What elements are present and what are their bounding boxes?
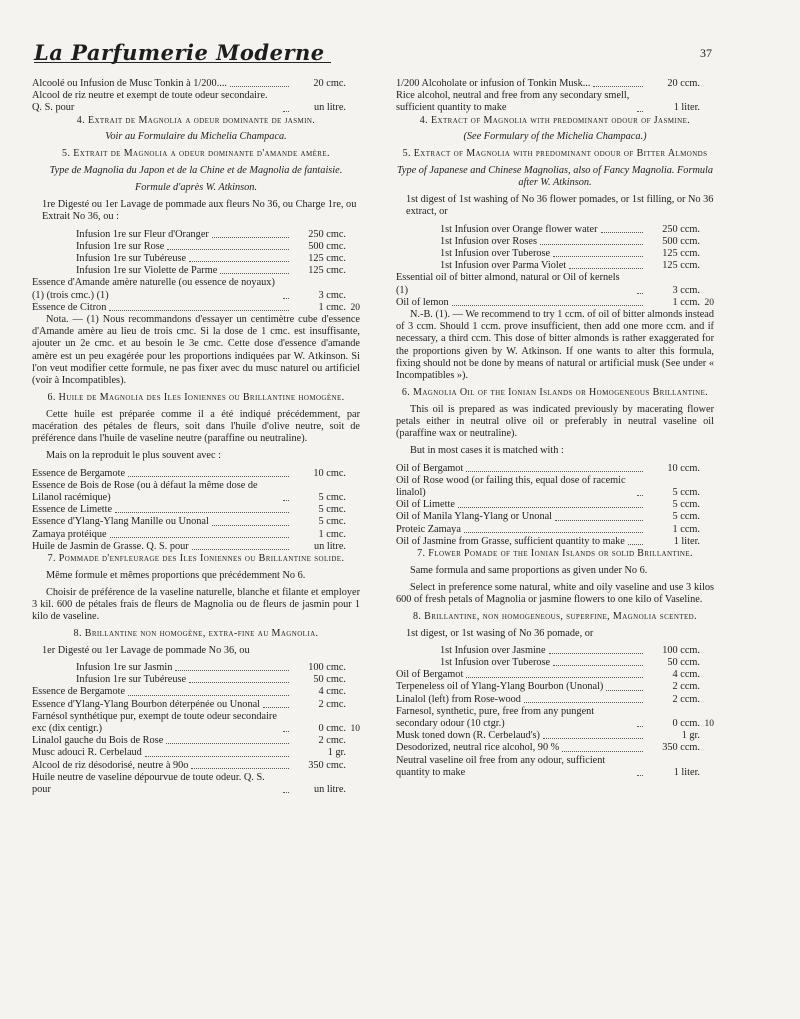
section-heading: 7. Pommade d'enfleurage des Iles Ioniennes ou Brillantine solide. — [47, 553, 345, 564]
dot-leader — [628, 544, 643, 545]
ingredient-quantity: 500 ccm. — [662, 235, 700, 247]
ingredient-name: Oil of lemon — [396, 296, 449, 308]
ingredient-row — [32, 674, 360, 686]
ingredient-name: Neutral vaseline oil free from any odour, sufficient quantity to make — [396, 754, 606, 778]
ingredient-name: Essence de Bergamote — [32, 467, 126, 479]
ingredient-quantity: un litre. — [313, 540, 346, 552]
ingredient-row — [32, 229, 360, 241]
ingredient-quantity: 125 ccm. — [662, 260, 700, 272]
ingredient-name: Oil of Bergamot — [396, 669, 464, 681]
paragraph: 1st digest, or 1st wasing of No 36 pomade, or — [406, 627, 594, 639]
dot-leader — [569, 268, 643, 269]
dot-leader — [283, 792, 289, 793]
section-heading: 6. Huile de Magnolia des Iles Ioniennes ou Brillantine homogène. — [47, 392, 345, 404]
paragraph: But in most cases it is matched with : — [410, 445, 564, 457]
ingredient-quantity: 5 ccm. — [672, 511, 700, 523]
ingredient-quantity: 250 ccm. — [662, 223, 700, 235]
ingredient-quantity: 5 cmc. — [318, 504, 346, 516]
dot-leader — [555, 520, 643, 521]
ingredient-row — [396, 730, 714, 742]
paragraph: Mais on la reproduit le plus souvent avec : — [46, 450, 222, 462]
ingredient-row — [32, 662, 360, 674]
paragraph: Same formula and same proportions as given under No 6. — [410, 564, 648, 576]
ingredient-row — [396, 236, 714, 248]
ingredient-row — [32, 772, 360, 796]
dot-leader — [212, 237, 289, 238]
ingredient-row — [396, 224, 714, 236]
ingredient-name: Essence d'Amande amère naturelle (ou essence de noyaux) (1) (trois cmc.) (1) — [32, 277, 275, 301]
dot-leader — [167, 249, 289, 250]
dot-leader — [212, 525, 289, 526]
ingredient-row — [32, 504, 360, 516]
ingredient-row — [396, 297, 714, 309]
ingredient-name: 1st Infusion over Parma Violet — [440, 260, 567, 272]
ingredient-name: Rice alcohol, neutral and free from any secondary smell, sufficient quantity to make — [396, 90, 630, 114]
ingredient-quantity: 1 liter. — [673, 535, 700, 547]
ingredient-quantity: 5 ccm. — [672, 499, 700, 511]
ingredient-row — [396, 657, 714, 669]
ingredient-row — [32, 468, 360, 480]
ingredient-name: Linalol (left) from Rose-wood — [396, 693, 521, 705]
section-heading: 5. Extrait de Magnolia a odeur dominante d'amande amère. — [62, 148, 330, 160]
ingredient-name: Zamaya protéique — [32, 528, 107, 540]
dot-leader — [110, 537, 289, 538]
ingredient-quantity: 350 cmc. — [308, 759, 346, 771]
ingredient-name: Alcool de riz désodorisé, neutre à 90o — [32, 759, 189, 771]
ingredient-row — [32, 78, 360, 90]
ingredient-row — [32, 686, 360, 698]
ingredient-quantity: 50 cmc. — [313, 674, 346, 686]
ingredient-quantity: 10 cmc. — [313, 467, 346, 479]
dot-leader — [562, 751, 643, 752]
ingredient-row — [396, 463, 714, 475]
section-heading: 8. Brillantine non homogène, extra-fine au Magnolia. — [73, 628, 319, 640]
section-subtitle: Formule d'après W. Atkinson. — [134, 182, 258, 194]
ingredient-name: Linalol gauche du Bois de Rose — [32, 735, 164, 747]
ingredient-quantity: un litre. — [313, 784, 346, 796]
ingredient-quantity: un litre. — [313, 102, 346, 114]
ingredient-row — [396, 475, 714, 499]
ingredient-row — [396, 511, 714, 523]
dot-leader — [189, 682, 289, 683]
french-column — [32, 78, 360, 796]
ingredient-quantity: 1 gr. — [327, 747, 346, 759]
ingredient-row — [396, 536, 714, 548]
ingredient-quantity: 0 cmc. — [318, 723, 346, 735]
ingredient-quantity: 2 ccm. — [672, 681, 700, 693]
ingredient-name: Oil of Limette — [396, 499, 455, 511]
dot-leader — [553, 665, 643, 666]
dot-leader — [637, 726, 643, 727]
ingredient-name: 1st Infusion over Tuberose — [440, 248, 551, 260]
ingredient-row — [32, 241, 360, 253]
section-heading: 7. Flower Pomade of the Ionian Islands or solid Brillantine. — [417, 548, 693, 559]
ingredient-name: Infusion 1re sur Rose — [76, 240, 165, 252]
ingredient-quantity: 125 cmc. — [308, 265, 346, 277]
section-heading: 5. Extract of Magnolia with predominant odour of Bitter Almonds — [402, 148, 708, 160]
dot-leader — [283, 298, 289, 299]
quantity-extra: 10 — [350, 724, 360, 735]
ingredient-quantity: 125 cmc. — [308, 253, 346, 265]
ingredient-row — [32, 541, 360, 553]
ingredient-row — [32, 253, 360, 265]
ingredient-row — [396, 742, 714, 754]
ingredient-name: Essence d'Ylang-Ylang Manille ou Unonal — [32, 516, 209, 528]
section-heading: 4. Extrait de Magnolia a odeur dominante de jasmin. — [76, 114, 316, 126]
ingredient-name: Terpeneless oil of Ylang-Ylang Bourbon (Unonal) — [396, 681, 604, 693]
ingredient-quantity: 1 ccm. — [672, 296, 700, 308]
dot-leader — [145, 756, 289, 757]
ingredient-name: Essence d'Ylang-Ylang Bourbon déterpénée ou Unonal — [32, 698, 261, 710]
paragraph: 1er Digesté ou 1er Lavage de pommade No 36, ou — [42, 644, 250, 656]
ingredient-name: Musk toned down (R. Cerbelaud's) — [396, 730, 540, 742]
ingredient-row — [396, 499, 714, 511]
ingredient-name: Oil of Rose wood (or failing this, equal dose of racemic linalol) — [396, 474, 626, 498]
dot-leader — [637, 293, 643, 294]
paragraph: Select in preference some natural, white and oily vaseline and use 3 kilos 600 of fresh petals of Magnolia or jasmine flowers to one kilo of Vaseline. — [396, 581, 714, 605]
ingredient-row — [32, 516, 360, 528]
ingredient-quantity: 250 cmc. — [308, 228, 346, 240]
running-header-title: La Parfumerie Moderne — [34, 40, 325, 65]
ingredient-row — [396, 645, 714, 657]
dot-leader — [283, 500, 289, 501]
ingredient-quantity: 2 ccm. — [672, 693, 700, 705]
ingredient-quantity: 5 cmc. — [318, 491, 346, 503]
page-number: 37 — [700, 46, 712, 60]
dot-leader — [601, 232, 643, 233]
ingredient-row — [32, 711, 360, 735]
ingredient-row — [32, 529, 360, 541]
dot-leader — [283, 731, 289, 732]
dot-leader — [175, 670, 289, 671]
paragraph: Nota. — (1) Nous recommandons d'essayer un centimètre cube d'essence d'Amande amère au lieu de trois cmc. Si la dose de 1 cmc. est insuffisante, ajouter un 2e cmc. et au besoin le 3e cmc. Cette dose d'essence d'amande amère est un peu exagérée pour les proportions indiquées par W. Atkinson. Si l'on veut modifier cette formule, ne pas fixer avec du musc naturel ou artificiel (voir à Incompatibles). — [32, 314, 360, 387]
ingredient-name: Oil of Jasmine from Grasse, sufficient quantity to make — [396, 535, 625, 547]
dot-leader — [466, 677, 643, 678]
quantity-extra: 10 — [704, 719, 714, 730]
ingredient-row — [32, 735, 360, 747]
ingredient-name: 1st Infusion over Jasmine — [440, 644, 546, 656]
ingredient-row — [396, 260, 714, 272]
ingredient-row — [396, 524, 714, 536]
dot-leader — [524, 702, 643, 703]
ingredient-name: 1/200 Alcoholate or infusion of Tonkin Musk... — [396, 78, 591, 89]
dot-leader — [606, 690, 643, 691]
ingredient-row — [396, 272, 714, 296]
ingredient-name: Farnesol, synthetic, pure, free from any pungent secondary odour (10 ctgr.) — [396, 705, 595, 730]
ingredient-name: 1st Infusion over Orange flower water — [440, 223, 598, 235]
ingredient-row — [396, 90, 714, 114]
ingredient-name: Essence de Citron — [32, 301, 107, 313]
dot-leader — [452, 305, 643, 306]
ingredient-name: Essence de Limette — [32, 504, 113, 516]
ingredient-quantity: 4 cmc. — [318, 686, 346, 698]
ingredient-quantity: 1 cmc. — [318, 528, 346, 540]
ingredient-quantity: 100 ccm. — [662, 644, 700, 656]
dot-leader — [192, 549, 289, 550]
ingredient-name: Alcool de riz neutre et exempt de toute odeur secondaire. Q. S. pour — [32, 90, 268, 114]
dot-leader — [637, 775, 643, 776]
ingredient-name: Musc adouci R. Cerbelaud — [32, 747, 142, 759]
ingredient-quantity: 1 cmc. — [318, 301, 346, 313]
paragraph: Cette huile est préparée comme il a été indiqué précédemment, par macération des pétales de fleurs, soit dans l'huile d'olive neutre, soit de préférence dans l'huile de vaseline neutre (paraffine ou neutraline). — [32, 408, 360, 445]
section-heading: 6. Magnolia Oil of the Ionian Islands or Homogeneous Brillantine. — [401, 387, 709, 399]
ingredient-quantity: 125 ccm. — [662, 248, 700, 260]
ingredient-name: Essential oil of bitter almond, natural or Oil of kernels (1) — [396, 272, 620, 296]
ingredient-name: Oil of Bergamot — [396, 462, 464, 474]
dot-leader — [593, 86, 643, 87]
section-heading: 8. Brillantine, non homogeneous, superfine, Magnolia scented. — [412, 611, 697, 623]
ingredient-name: Farnésol synthétique pur, exempt de toute odeur secondaire exc (dix centigr.) — [32, 710, 277, 735]
paragraph: 1re Digesté ou 1er Lavage de pommade aux fleurs No 36, ou Charge 1re, ou Extrait No 36, ou : — [42, 199, 357, 223]
section-subtitle: Voir au Formulaire du Michelia Champaca. — [105, 131, 287, 143]
section-subtitle: Type of Japanese and Chinese Magnolias, also of Fancy Magnolia. Formula after W. Atkinson. — [396, 164, 714, 189]
paragraph: Choisir de préférence de la vaseline naturelle, blanche et filante et employer 3 kil. 600 de pétales frais de fleurs de Magnolia ou de fleurs de jasmin pour 1 kilo de vaseline. — [32, 586, 360, 623]
dot-leader — [543, 738, 643, 739]
section-subtitle: Type de Magnolia du Japon et de la Chine et de Magnolia de fantaisie. — [49, 164, 343, 176]
dot-leader — [166, 743, 289, 744]
ingredient-quantity: 4 ccm. — [672, 669, 700, 681]
ingredient-quantity: 3 ccm. — [672, 284, 700, 296]
ingredient-name: Alcoolé ou Infusion de Musc Tonkin à 1/200.... — [32, 78, 227, 89]
ingredient-quantity: 5 ccm. — [672, 486, 700, 498]
ingredient-quantity: 1 liter. — [673, 102, 700, 114]
ingredient-quantity: 2 cmc. — [318, 735, 346, 747]
paragraph: This oil is prepared as was indicated previously by macerating flower petals either in neutral olive oil or preferably in neutral vaseline oil (paraffine wax or neutraline). — [396, 403, 714, 440]
ingredient-name: Desodorized, neutral rice alcohol, 90 % — [396, 742, 560, 754]
dot-leader — [189, 261, 289, 262]
dot-leader — [540, 244, 643, 245]
ingredient-name: Oil of Manila Ylang-Ylang or Unonal — [396, 511, 553, 523]
dot-leader — [466, 471, 643, 472]
dot-leader — [637, 111, 643, 112]
dot-leader — [553, 256, 643, 257]
ingredient-quantity: 0 ccm. — [672, 718, 700, 730]
ingredient-quantity: 50 ccm. — [667, 657, 700, 669]
ingredient-row — [396, 248, 714, 260]
ingredient-name: Huile de Jasmin de Grasse. Q. S. pour — [32, 540, 189, 552]
ingredient-quantity: 10 ccm. — [667, 462, 700, 474]
ingredient-quantity: 1 gr. — [681, 730, 700, 742]
ingredient-row — [32, 90, 360, 114]
dot-leader — [283, 111, 289, 112]
paragraph: N.-B. (1). — We recommend to try 1 ccm. of oil of bitter almonds instead of 3 ccm. Should 1 ccm. prove insufficient, then add one more ccm. and if necessary, a third ccm. This dose of bitter almonds is rather exaggerated for the proportions given by W. Atkinson. If one wants to alter this formula, fixing should not be done by means of natural or artificial musk (See under « Incompatibles »). — [396, 309, 714, 382]
ingredient-row — [396, 681, 714, 693]
dot-leader — [458, 507, 643, 508]
ingredient-row — [32, 277, 360, 301]
ingredient-quantity: 2 cmc. — [318, 698, 346, 710]
english-column — [396, 78, 714, 779]
ingredient-quantity: 1 ccm. — [672, 523, 700, 535]
paragraph: Même formule et mêmes proportions que précédemment No 6. — [46, 569, 306, 581]
ingredient-quantity: 1 liter. — [673, 766, 700, 778]
dot-leader — [109, 310, 289, 311]
ingredient-name: Essence de Bois de Rose (ou à défaut la même dose de Lilanol racémique) — [32, 479, 258, 503]
ingredient-name: Huile neutre de vaseline dépourvue de toute odeur. Q. S. pour — [32, 771, 265, 796]
ingredient-row — [32, 699, 360, 711]
section-subtitle: (See Formulary of the Michelia Champaca.) — [463, 131, 647, 143]
ingredient-name: 1st Infusion over Tuberose — [440, 657, 551, 669]
quantity-extra: 20 — [350, 302, 360, 313]
dot-leader — [220, 273, 289, 274]
paragraph: 1st digest of 1st washing of No 36 flower pomades, or 1st filling, or No 36 extract, or — [406, 194, 714, 218]
ingredient-name: Infusion 1re sur Violette de Parme — [76, 265, 218, 277]
ingredient-row — [32, 302, 360, 314]
dot-leader — [263, 707, 289, 708]
quantity-extra: 20 — [704, 297, 714, 308]
ingredient-row — [32, 265, 360, 277]
section-heading: 4. Extract of Magnolia with predominant odour of Jasmine. — [419, 114, 691, 126]
ingredient-row — [396, 669, 714, 681]
ingredient-quantity: 5 cmc. — [318, 516, 346, 528]
ingredient-quantity: 100 cmc. — [308, 662, 346, 674]
ingredient-quantity: 20 ccm. — [667, 78, 700, 89]
ingredient-quantity: 350 ccm. — [662, 742, 700, 754]
ingredient-name: Proteic Zamaya — [396, 523, 461, 535]
ingredient-quantity: 20 cmc. — [313, 78, 346, 89]
ingredient-quantity: 3 cmc. — [318, 289, 346, 301]
ingredient-quantity: 500 cmc. — [308, 240, 346, 252]
ingredient-name: 1st Infusion over Roses — [440, 235, 537, 247]
dot-leader — [230, 86, 289, 87]
dot-leader — [128, 695, 289, 696]
dot-leader — [128, 476, 289, 477]
ingredient-row — [396, 78, 714, 90]
ingredient-name: Essence de Bergamote — [32, 686, 126, 698]
ingredient-name: Infusion 1re sur Tubéreuse — [76, 674, 187, 686]
ingredient-row — [396, 694, 714, 706]
ingredient-row — [32, 760, 360, 772]
dot-leader — [464, 532, 643, 533]
dot-leader — [549, 653, 643, 654]
ingredient-row — [32, 480, 360, 504]
dot-leader — [637, 495, 643, 496]
dot-leader — [191, 768, 289, 769]
ingredient-row — [32, 747, 360, 759]
ingredient-name: Infusion 1re sur Fleur d'Oranger — [76, 228, 209, 240]
ingredient-row — [396, 706, 714, 730]
dot-leader — [115, 512, 289, 513]
ingredient-row — [396, 755, 714, 779]
ingredient-name: Infusion 1re sur Jasmin — [76, 662, 173, 674]
ingredient-name: Infusion 1re sur Tubéreuse — [76, 253, 187, 265]
